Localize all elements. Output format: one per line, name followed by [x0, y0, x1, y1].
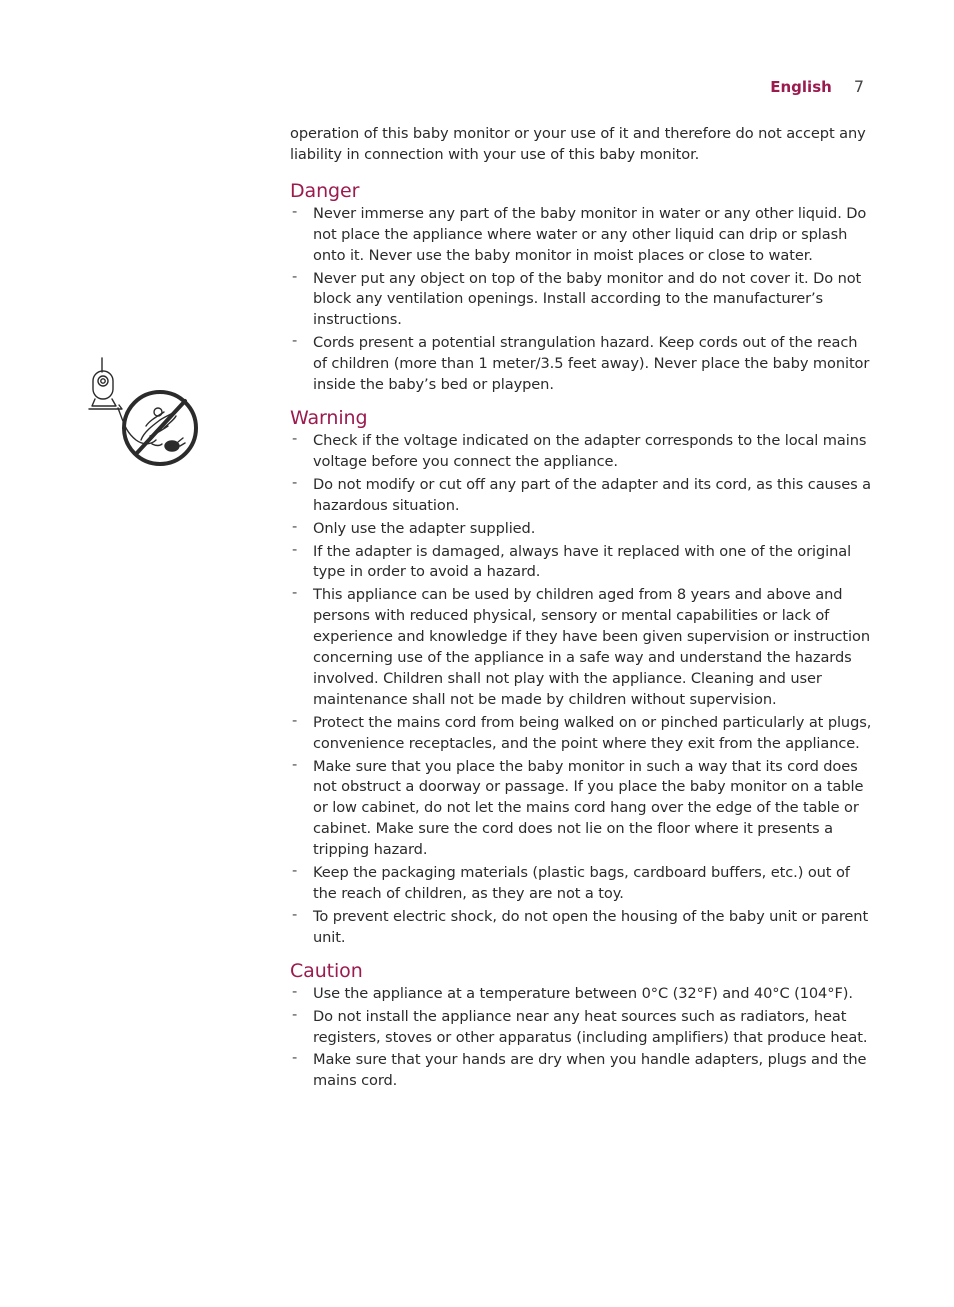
- list-item: - Use the appliance at a temperature between 0°C (32°F) and 40°C (104°F).: [290, 984, 872, 1005]
- main-content: [290, 124, 872, 1094]
- list-item: - Do not install the appliance near any heat sources such as radiators, heat registers, stoves or other apparatus (including amplifiers) that produce heat.: [290, 1007, 872, 1049]
- list-item: - Check if the voltage indicated on the adapter corresponds to the local mains voltage before you connect the appliance.: [290, 431, 872, 473]
- danger-list: [290, 204, 872, 396]
- caution-list: [290, 984, 872, 1093]
- list-item: - To prevent electric shock, do not open the housing of the baby unit or parent unit.: [290, 907, 872, 949]
- list-item: - Protect the mains cord from being walked on or pinched particularly at plugs, convenience receptacles, and the point where they exit from the appliance.: [290, 713, 872, 755]
- warning-list: [290, 431, 872, 949]
- list-item: - This appliance can be used by children aged from 8 years and above and persons with reduced physical, sensory or mental capabilities or lack of experience and knowledge if they have been given supervision or instruction concerning use of the appliance in a safe way and understand the hazards involved. Children shall not play with the appliance. Cleaning and user maintenance shall not be made by children without supervision.: [290, 585, 872, 710]
- danger-heading: Danger: [290, 179, 360, 202]
- intro-paragraph: operation of this baby monitor or your use of it and therefore do not accept any liability in connection with your use of this baby monitor.: [290, 125, 866, 163]
- list-item: - Never immerse any part of the baby monitor in water or any other liquid. Do not place the appliance where water or any other liquid can drip or splash onto it. Never use the baby monitor in moist places or close to water.: [290, 204, 872, 267]
- warning-heading: Warning: [290, 406, 368, 429]
- list-item: - Cords present a potential strangulation hazard. Keep cords out of the reach of children (more than 1 meter/3.5 feet away). Never place the baby monitor inside the baby’s bed or playpen.: [290, 333, 872, 396]
- caution-heading: Caution: [290, 959, 363, 982]
- page-header: [770, 77, 864, 96]
- list-item: - Make sure that you place the baby monitor in such a way that its cord does not obstruct a doorway or passage. If you place the baby monitor on a table or low cabinet, do not let the mains cord hang over the edge of the table or cabinet. Make sure the cord does not lie on the floor where it presents a tripping hazard.: [290, 757, 872, 862]
- list-item: - Do not modify or cut off any part of the adapter and its cord, as this causes a hazardous situation.: [290, 475, 872, 517]
- list-item: - If the adapter is damaged, always have it replaced with one of the original type in order to avoid a hazard.: [290, 542, 872, 584]
- list-item: - Make sure that your hands are dry when you handle adapters, plugs and the mains cord.: [290, 1050, 872, 1092]
- list-item: - Only use the adapter supplied.: [290, 519, 872, 540]
- no-cord-in-crib-icon: [86, 354, 200, 470]
- page-number: 7: [853, 77, 864, 96]
- list-item: - Keep the packaging materials (plastic bags, cardboard buffers, etc.) out of the reach of children, as they are not a toy.: [290, 863, 872, 905]
- list-item: - Never put any object on top of the baby monitor and do not cover it. Do not block any ventilation openings. Install according to the manufacturer’s instructions.: [290, 269, 872, 332]
- language-label: English: [770, 78, 832, 96]
